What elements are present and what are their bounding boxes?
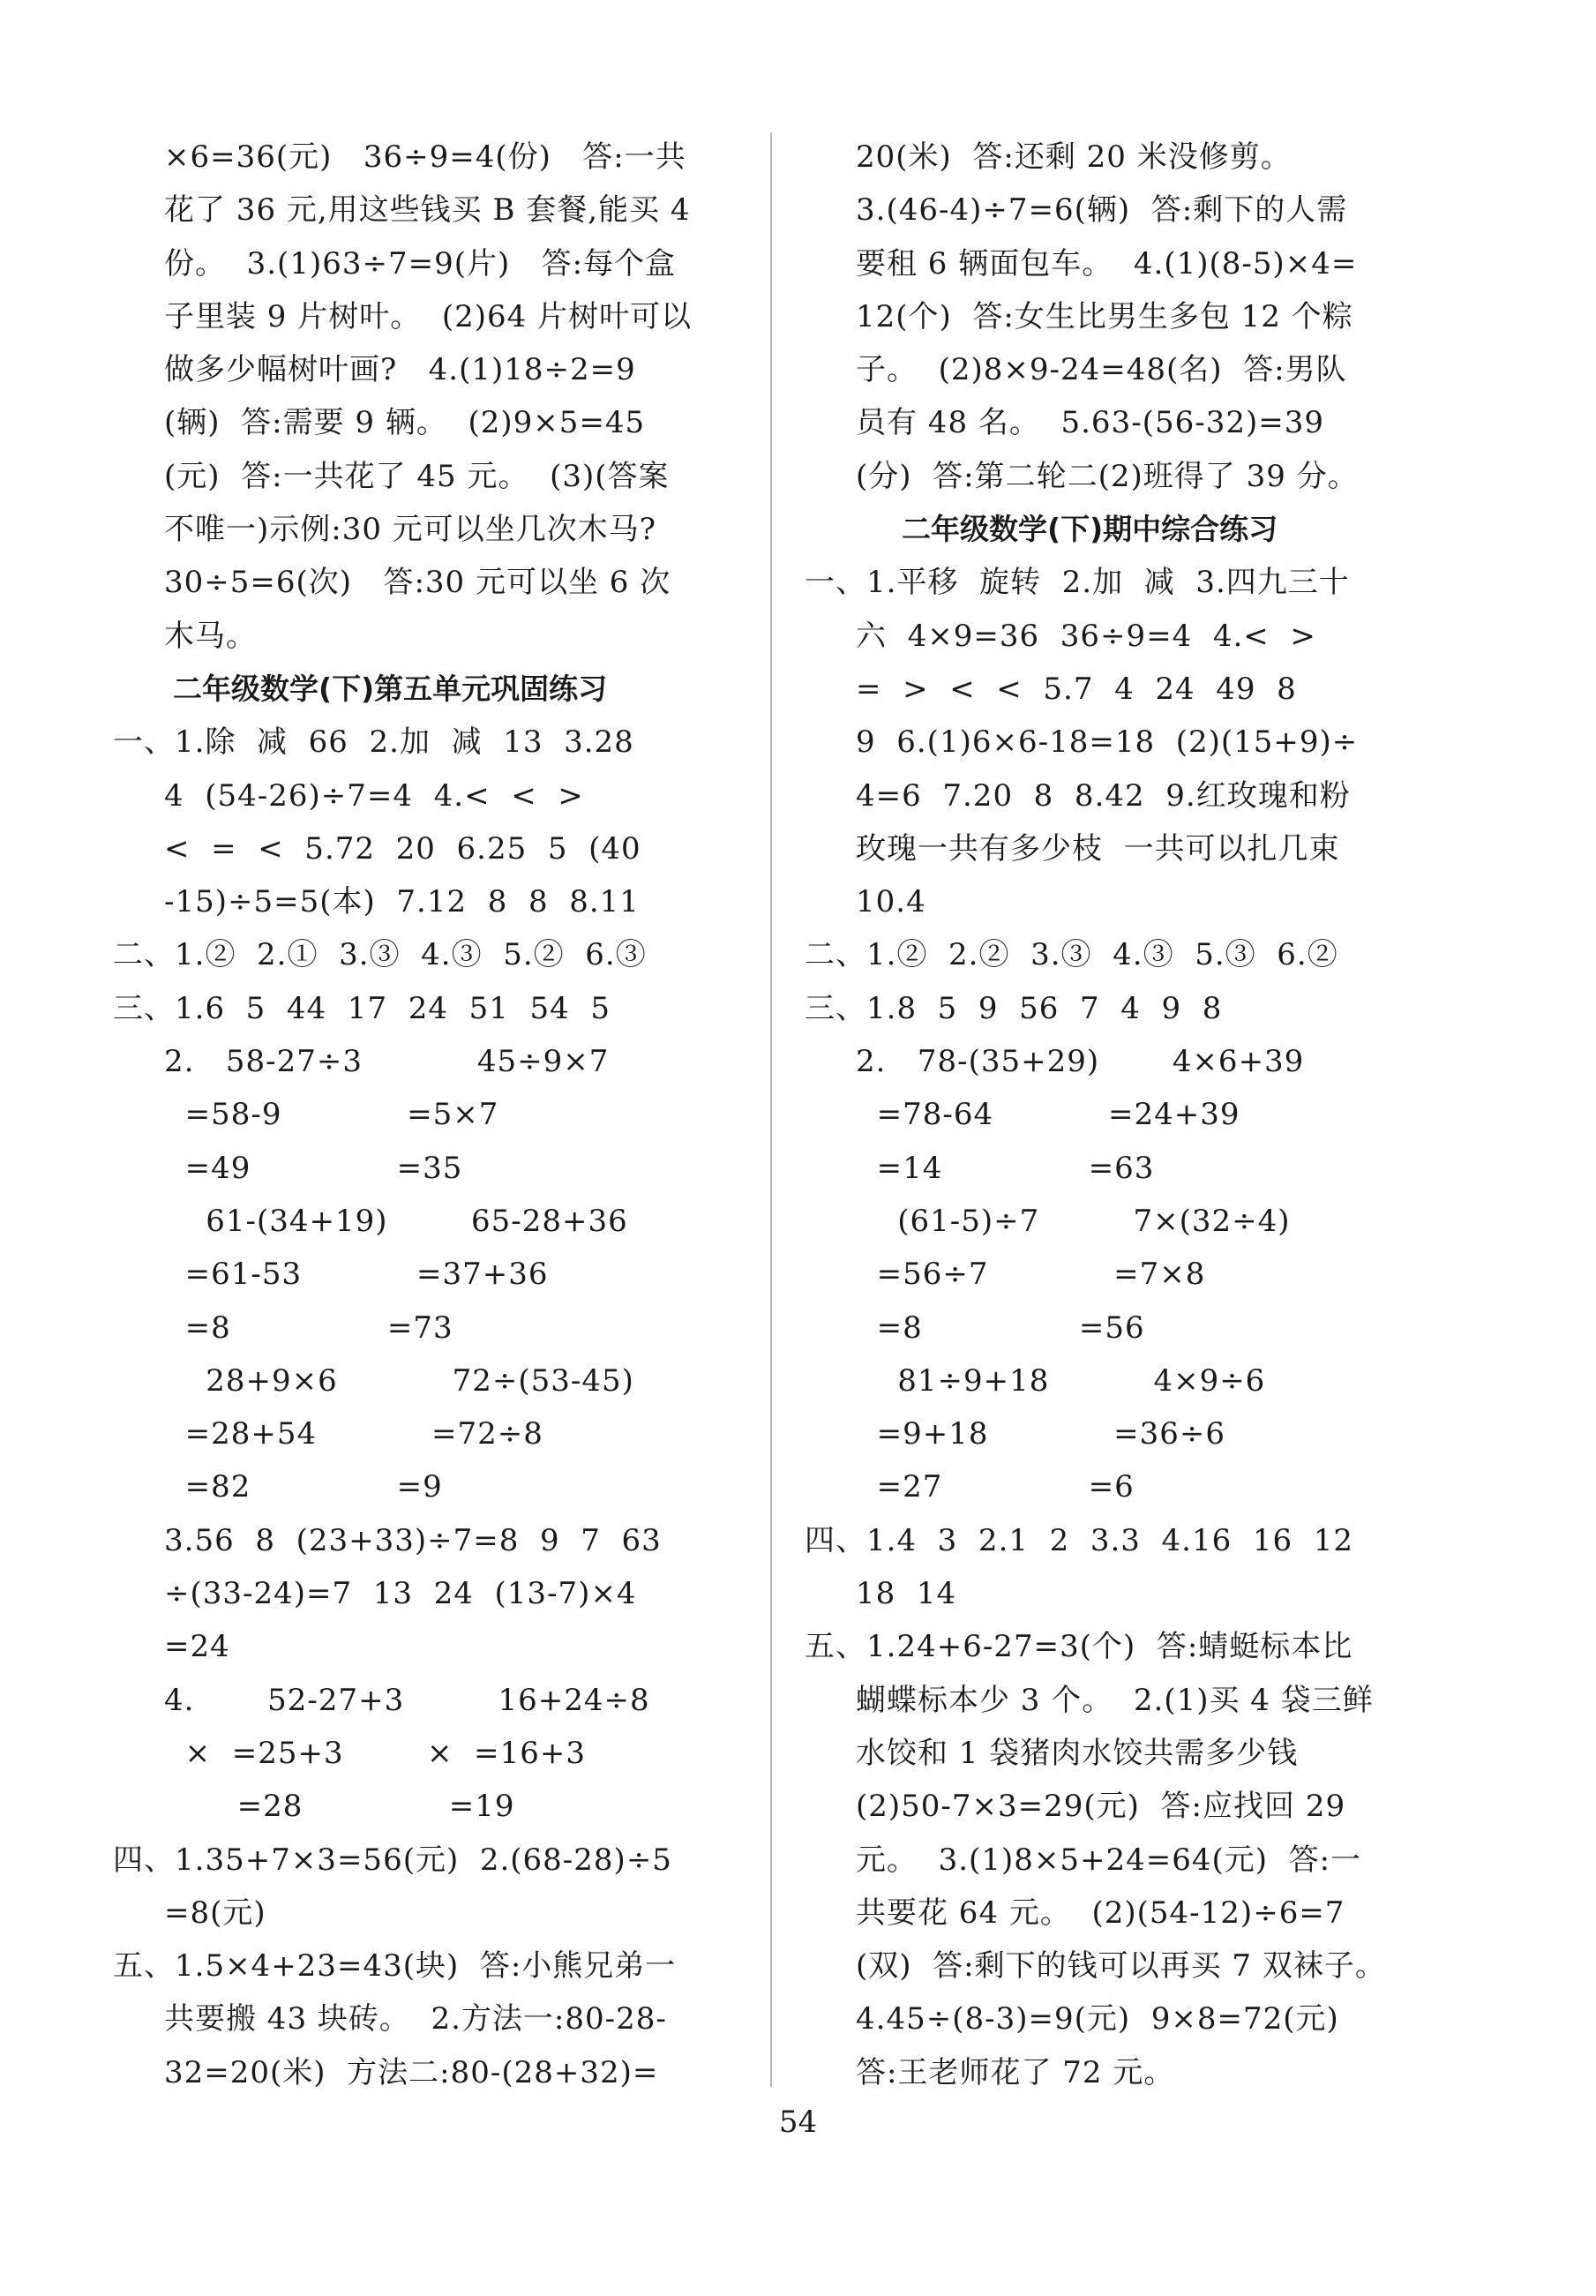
answer-line: 3.56 8 (23+33)÷7=8 9 7 63 <box>164 1522 662 1558</box>
right-column <box>805 131 1422 2099</box>
section-heading: 二年级数学(下)期中综合练习 <box>902 512 1278 547</box>
answer-line: (2)50-7×3=29(元) 答:应找回 29 <box>856 1789 1346 1825</box>
answer-line: 4.45÷(8-3)=9(元) 9×8=72(元) <box>856 2001 1339 2037</box>
answer-line: 一、1.除 减 66 2.加 减 13 3.28 <box>113 724 634 761</box>
answer-line: 四、1.4 3 2.1 2 3.3 4.16 16 12 <box>805 1522 1354 1558</box>
answer-line: ×6=36(元) 36÷9=4(份) 答:一共 <box>164 139 686 175</box>
answer-line: =24 <box>164 1629 230 1665</box>
answer-line: =28+54 =72÷8 <box>164 1416 543 1452</box>
left-column <box>113 131 731 2099</box>
answer-line: 3.(46-4)÷7=6(辆) 答:剩下的人需 <box>856 192 1348 229</box>
answer-line: 蝴蝶标本少 3 个。 2.(1)买 4 袋三鲜 <box>856 1682 1374 1718</box>
answer-line: < = < 5.72 20 6.25 5 (40 <box>164 830 641 867</box>
answer-line: =8 =56 <box>856 1309 1145 1346</box>
answer-line: 三、1.6 5 44 17 24 51 54 5 <box>113 990 611 1026</box>
answer-line: 六 4×9=36 36÷9=4 4.< > <box>856 618 1316 654</box>
answer-line: =8 =73 <box>164 1309 453 1346</box>
answer-line: 元。 3.(1)8×5+24=64(元) 答:一 <box>856 1842 1362 1878</box>
answer-line: =28 =19 <box>164 1789 515 1825</box>
column-divider <box>770 132 772 2087</box>
answer-line: 30÷5=6(次) 答:30 元可以坐 6 次 <box>164 565 671 601</box>
answer-line: 份。 3.(1)63÷7=9(片) 答:每个盒 <box>164 245 677 281</box>
answer-line: 员有 48 名。 5.63-(56-32)=39 <box>856 405 1324 441</box>
answer-line: 木马。 <box>164 618 257 654</box>
answer-line: 玫瑰一共有多少枝 一共可以扎几束 <box>856 830 1340 867</box>
answer-line: 4. 52-27+3 16+24÷8 <box>164 1682 650 1718</box>
answer-line: =56÷7 =7×8 <box>856 1257 1206 1293</box>
answer-line: =14 =63 <box>856 1150 1155 1186</box>
answer-line: 做多少幅树叶画? 4.(1)18÷2=9 <box>164 352 636 388</box>
answer-line: 二、1.② 2.② 3.③ 4.③ 5.③ 6.② <box>805 937 1338 973</box>
answer-line: 花了 36 元,用这些钱买 B 套餐,能买 4 <box>164 192 691 229</box>
answer-line: 2. 78-(35+29) 4×6+39 <box>856 1044 1305 1080</box>
answer-line: (61-5)÷7 7×(32÷4) <box>856 1203 1291 1239</box>
page-number: 54 <box>778 2105 818 2140</box>
answer-line: (辆) 答:需要 9 辆。 (2)9×5=45 <box>164 405 646 441</box>
answer-line: 81÷9+18 4×9÷6 <box>856 1362 1266 1399</box>
answer-line: 32=20(米) 方法二:80-(28+32)= <box>164 2054 659 2090</box>
answer-line: 28+9×6 72÷(53-45) <box>164 1362 634 1399</box>
answer-line: 五、1.5×4+23=43(块) 答:小熊兄弟一 <box>113 1948 677 1985</box>
answer-line: 五、1.24+6-27=3(个) 答:蜻蜓标本比 <box>805 1629 1353 1665</box>
answer-line: 4 (54-26)÷7=4 4.< < > <box>164 777 584 814</box>
answer-line: 12(个) 答:女生比男生多包 12 个粽 <box>856 298 1353 334</box>
answer-line: =82 =9 <box>164 1469 443 1505</box>
answer-line: 4=6 7.20 8 8.42 9.红玫瑰和粉 <box>856 777 1351 814</box>
answer-line: 共要花 64 元。 (2)(54-12)÷6=7 <box>856 1895 1345 1931</box>
answer-line: 要租 6 辆面包车。 4.(1)(8-5)×4= <box>856 245 1358 281</box>
answer-line: 一、1.平移 旋转 2.加 减 3.四九三十 <box>805 565 1350 601</box>
answer-line: = > < < 5.7 4 24 49 8 <box>856 671 1297 707</box>
answer-line: =9+18 =36÷6 <box>856 1416 1226 1452</box>
answer-line: 20(米) 答:还剩 20 米没修剪。 <box>856 139 1292 175</box>
answer-line: =27 =6 <box>856 1469 1135 1505</box>
answer-line: -15)÷5=5(本) 7.12 8 8 8.11 <box>164 884 640 920</box>
section-heading: 二年级数学(下)第五单元巩固练习 <box>173 671 608 706</box>
answer-line: =78-64 =24+39 <box>856 1097 1240 1133</box>
answer-line: 答:王老师花了 72 元。 <box>856 2054 1175 2090</box>
answer-line: 9 6.(1)6×6-18=18 (2)(15+9)÷ <box>856 724 1359 761</box>
answer-line: =49 =35 <box>164 1150 463 1186</box>
answer-line: 不唯一)示例:30 元可以坐几次木马? <box>164 512 657 548</box>
answer-line: (分) 答:第二轮二(2)班得了 39 分。 <box>856 458 1359 494</box>
answer-line: (双) 答:剩下的钱可以再买 7 双袜子。 <box>856 1948 1386 1985</box>
answer-line: 三、1.8 5 9 56 7 4 9 8 <box>805 990 1223 1026</box>
answer-line: 2. 58-27÷3 45÷9×7 <box>164 1044 610 1080</box>
answer-line: 18 14 <box>856 1576 957 1612</box>
answer-line: 10.4 <box>856 884 926 920</box>
answer-line: =61-53 =37+36 <box>164 1257 549 1293</box>
answer-line: 子里装 9 片树叶。 (2)64 片树叶可以 <box>164 298 693 334</box>
answer-line: 共要搬 43 块砖。 2.方法一:80-28- <box>164 2001 667 2037</box>
answer-line: 四、1.35+7×3=56(元) 2.(68-28)÷5 <box>113 1842 672 1878</box>
answer-line: × =25+3 × =16+3 <box>164 1735 587 1771</box>
answer-line: (元) 答:一共花了 45 元。 (3)(答案 <box>164 458 670 494</box>
answer-line: =58-9 =5×7 <box>164 1097 499 1133</box>
answer-line: 二、1.② 2.① 3.③ 4.③ 5.② 6.③ <box>113 937 647 973</box>
answer-line: ÷(33-24)=7 13 24 (13-7)×4 <box>164 1576 637 1612</box>
answer-line: =8(元) <box>164 1895 266 1931</box>
answer-line: 水饺和 1 袋猪肉水饺共需多少钱 <box>856 1735 1299 1771</box>
answer-line: 子。 (2)8×9-24=48(名) 答:男队 <box>856 352 1347 388</box>
answer-line: 61-(34+19) 65-28+36 <box>164 1203 628 1239</box>
